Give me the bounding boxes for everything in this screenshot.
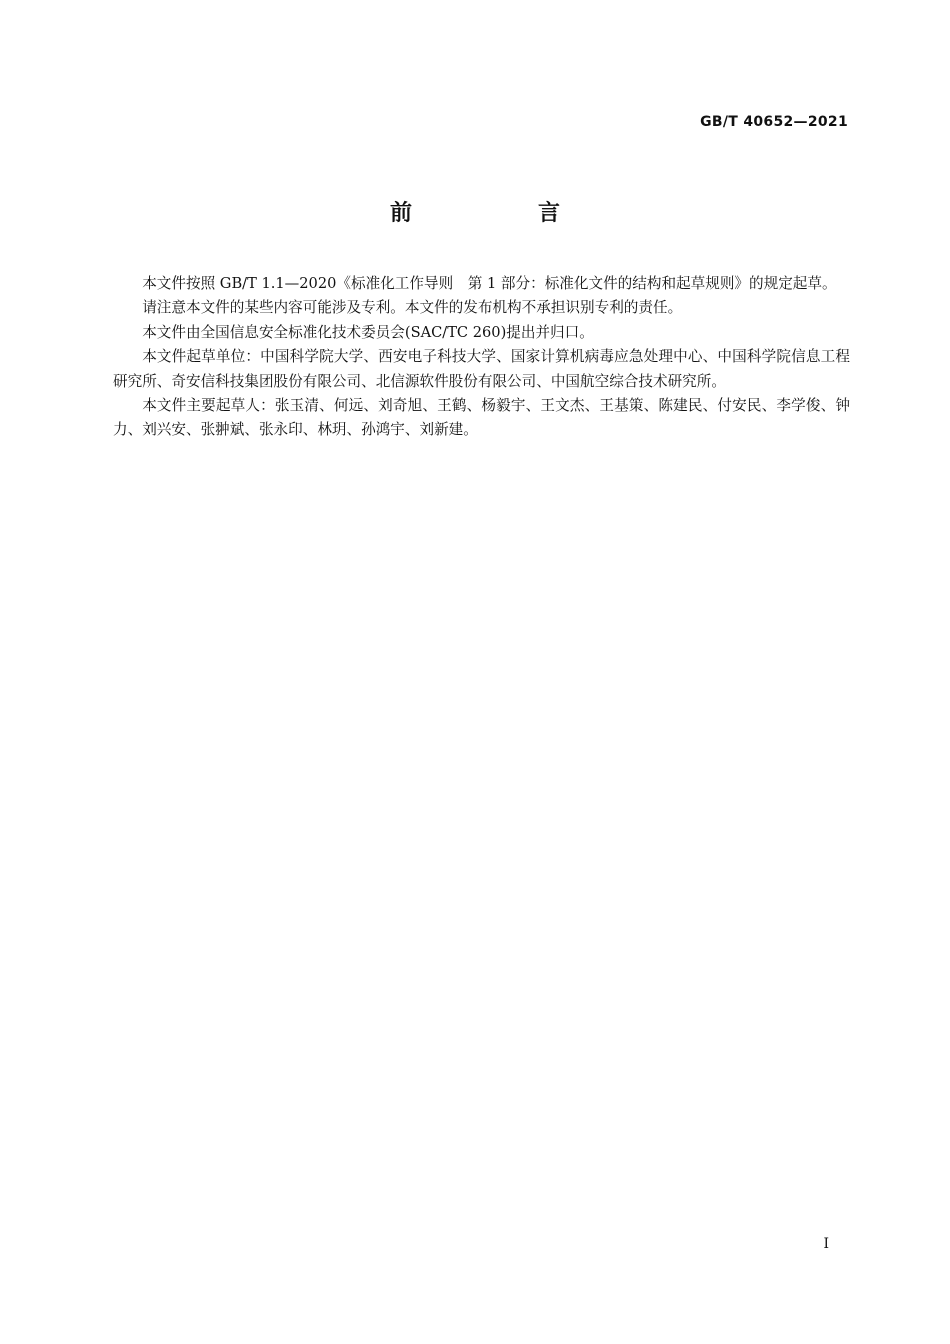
foreword-body (113, 272, 850, 443)
standard-number: GB/T 40652—2021 (700, 114, 848, 130)
paragraph-proposer: 本文件由全国信息安全标准化技术委员会(SAC/TC 260)提出并归口。 (142, 323, 594, 341)
paragraph-patent-notice: 请注意本文件的某些内容可能涉及专利。本文件的发布机构不承担识别专利的责任。 (142, 299, 683, 317)
paragraph-drafting-rules: 本文件按照 GB/T 1.1—2020《标准化工作导则 第 1 部分：标准化文件的结构和起草规则》的规定起草。 (142, 275, 837, 292)
paragraph-drafting-units: 本文件起草单位：中国科学院大学、西安电子科技大学、国家计算机病毒应急处理中心、中国科学院信息工程研究所、奇安信科技集团股份有限公司、北信源软件股份有限公司、中国航空综合技术研究所。 (113, 348, 850, 390)
page-number: I (823, 1236, 829, 1252)
section-title: 前 言 (389, 201, 612, 226)
paragraph-drafters: 本文件主要起草人：张玉清、何远、刘奇旭、王鹤、杨毅宇、王文杰、王基策、陈建民、付安民、李学俊、钟力、刘兴安、张翀斌、张永印、林玥、孙鸿宇、刘新建。 (113, 397, 850, 439)
